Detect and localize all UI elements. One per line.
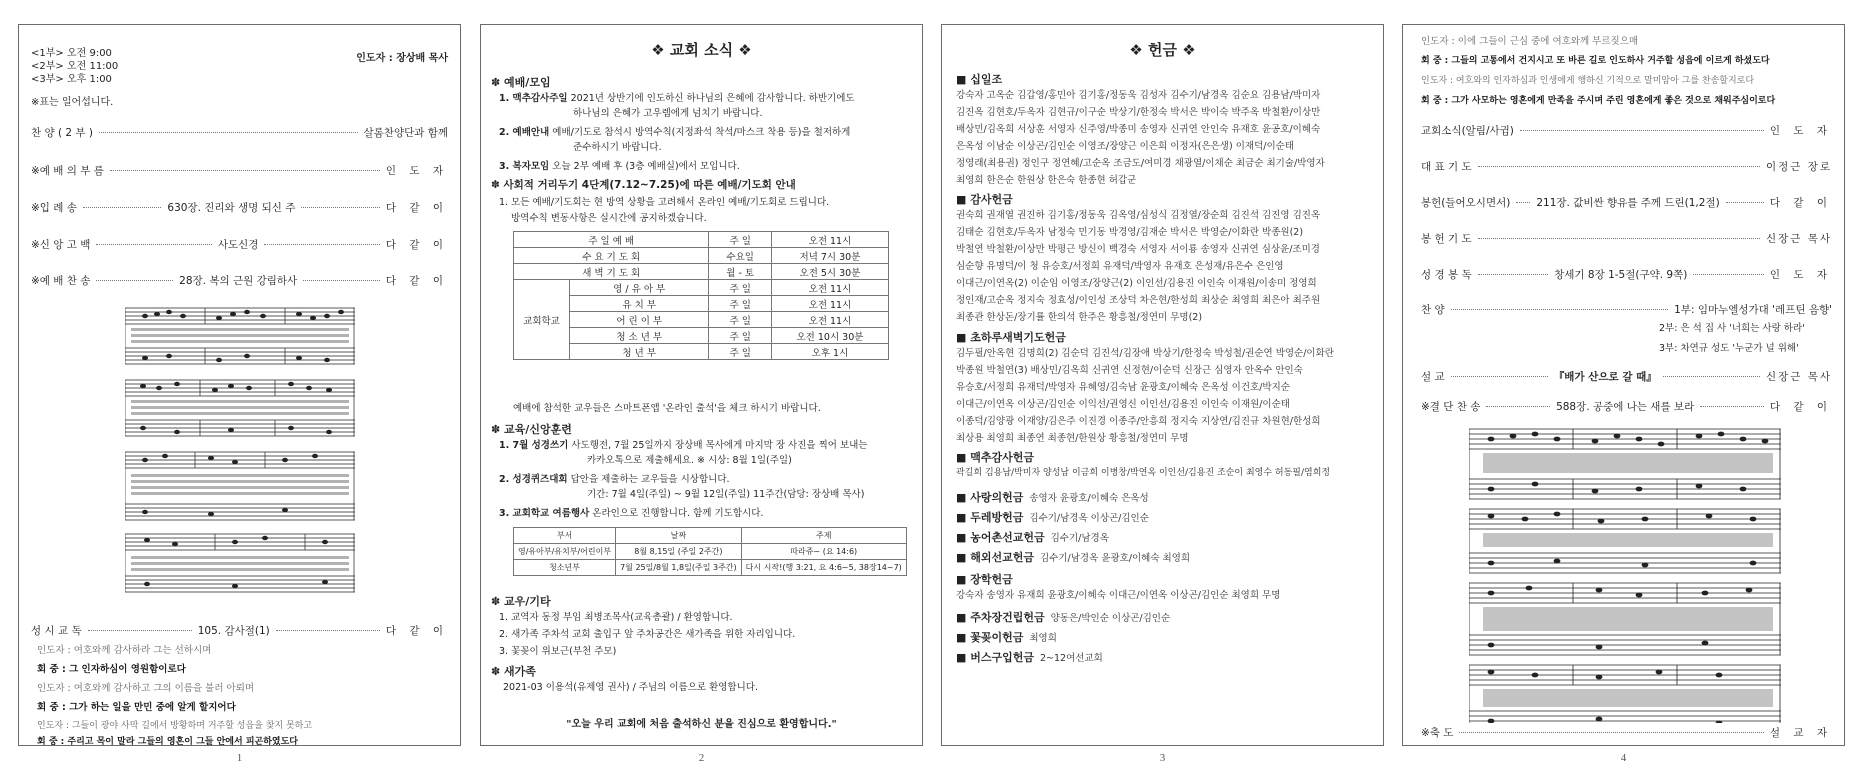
reading-line-leader: 인도자 : 여호와께 감사하고 그의 이름을 불러 아뢰며	[37, 683, 255, 694]
order-row-prayer	[1421, 159, 1832, 174]
barley-thanks-offering-names: 곽길희 김용남/박미자 양성남 이금희 이병창/박연옥 이인선/김용진 조순이 최영수 허동필/염희정	[956, 468, 1331, 478]
standing-note: ※표는 일어섭니다.	[31, 97, 114, 108]
barley-thanks-offering-heading: ■ 맥추감사헌금	[956, 451, 1034, 464]
choir-3rd-service: 3부: 차연규 성도 '누군가 널 위해'	[1659, 343, 1799, 354]
school-label: 교회학교	[514, 280, 570, 360]
church-news-title: ❖ 교회 소식 ❖	[651, 41, 752, 59]
order-row-scripture	[1421, 267, 1832, 282]
order-row-praise	[31, 125, 448, 140]
table-row: 청 년 부 주 일 오후 1시	[514, 344, 889, 360]
offering-line: ■ 주차장건립헌금 양동은/박인순 이상곤/김인순	[956, 611, 1171, 624]
section-distancing: ✽ 사회적 거리두기 4단계(7.12~7.25)에 따른 예배/기도회 안내	[491, 179, 796, 191]
order-who: 다 같 이	[385, 239, 449, 251]
table-row: 어 린 이 부 주 일 오전 11시	[514, 312, 889, 328]
reading-line-congregation: 회 중 : 그가 사모하는 영혼에게 만족을 주시며 주린 영혼에게 좋은 것으로 채워주심이로다	[1421, 96, 1776, 106]
order-content: 630장. 진리와 생명 되신 주	[167, 202, 296, 214]
section-education: ✽ 교육/신앙훈련	[491, 423, 572, 436]
order-who: 다 같 이	[385, 202, 449, 214]
order-label: ※결 단 찬 송	[1421, 401, 1481, 413]
dawn-prayer-offering-heading: ■ 초하루새벽기도헌금	[956, 331, 1066, 344]
thanks-offering-heading: ■ 감사헌금	[956, 193, 1013, 206]
offering-line: ■ 버스구입헌금 2~12여선교회	[956, 651, 1103, 664]
news-item-cont: 하나님의 은혜가 고우렘에게 넘치기 바랍니다.	[573, 108, 763, 119]
order-row-hymn	[31, 273, 448, 288]
bulletin-page-1	[18, 24, 461, 746]
order-label: 교회소식(알림/사귐)	[1421, 125, 1514, 137]
order-who: 다 같 이	[385, 625, 449, 637]
bulletin-page-3	[941, 24, 1384, 746]
worship-leader: 인도자 : 장상배 목사	[356, 53, 448, 64]
scholarship-offering-heading: ■ 장학헌금	[956, 573, 1013, 586]
news-item: 2. 새가족 주차석 교회 출입구 앞 주차공간은 새가족을 위한 자리입니다.	[499, 629, 796, 640]
order-row-sermon	[1421, 369, 1832, 384]
order-label: 설 교	[1421, 371, 1445, 383]
news-item: 1. 7월 성경쓰기 사도행전, 7월 25일까지 장상배 목사에게 마지막 장 사진을 찍어 보내는	[499, 440, 868, 451]
order-row-offering-prayer	[1421, 231, 1832, 246]
order-label: 찬 양 ( 2 부 )	[31, 127, 93, 139]
page-number: 4	[1620, 752, 1627, 764]
scholarship-offering-names: 강숙자 송영자 유재희 윤광호/이혜숙 이대근/이연옥 이상곤/김인순 최영희 무명	[956, 590, 1281, 601]
order-who: 이정근 장로	[1765, 161, 1832, 173]
order-row-entrance-hymn	[31, 200, 448, 215]
table-row: 교회학교 영 / 유 아 부 주 일 오전 11시	[514, 280, 889, 296]
order-label: 봉헌(들어오시면서)	[1421, 197, 1511, 209]
sermon-title: 『배가 산으로 갈 때』	[1553, 371, 1657, 383]
section-new-family: ✽ 새가족	[491, 665, 536, 678]
order-content: 28장. 복의 근원 강림하사	[179, 275, 298, 287]
reading-line-congregation: 회 중 : 주리고 목이 말라 그들의 영혼이 그들 안에서 피곤하였도다	[37, 737, 298, 746]
order-who: 다 같 이	[1769, 401, 1833, 413]
news-item-cont: 카카오톡으로 제출해세요. ※ 시상: 8월 1일(주일)	[587, 455, 792, 466]
order-row-benediction	[1421, 725, 1832, 740]
page-number: 1	[236, 752, 243, 764]
order-content: 창세기 8장 1-5절(구약. 9쪽)	[1554, 269, 1688, 281]
page-number: 2	[698, 752, 705, 764]
reading-line-leader: 인도자 : 그들이 광야 사막 길에서 방황하며 거주할 성읍을 찾지 못하고	[37, 721, 313, 731]
order-row-call	[31, 163, 448, 178]
news-item-cont: 방역수칙 변동사항은 실시간에 공지하겠습니다.	[511, 213, 707, 224]
table-row: 유 치 부 주 일 오전 11시	[514, 296, 889, 312]
service-times	[31, 47, 118, 86]
bulletin-page-2	[480, 24, 923, 746]
table-row: 부서 날짜 주제	[514, 528, 907, 544]
order-content: 211장. 값비싼 향유를 주께 드린(1,2절)	[1536, 197, 1720, 209]
table-row: 새 벽 기 도 회 월 - 토 오전 5시 30분	[514, 264, 889, 280]
offering-line: ■ 두레방헌금 김수기/남경옥 이상곤/김인순	[956, 511, 1149, 524]
order-label: ※입 례 송	[31, 202, 77, 214]
reading-line-leader: 인도자 : 여호와의 인자하심과 인생에게 행하신 기적으로 말미암아 그를 찬송할지로다	[1421, 76, 1755, 86]
news-item: 1. 맥추감사주일 2021년 상반기에 인도하신 하나님의 은혜에 감사합니다. 하반기에도	[499, 93, 855, 104]
summer-event-table	[513, 527, 907, 576]
reading-line-leader: 인도자 : 이에 그들이 근심 중에 여호와께 부르짖으매	[1421, 36, 1639, 47]
order-content: 588장. 공중에 나는 새를 보라	[1556, 401, 1695, 413]
news-item: 3. 꽃꽂이 위보근(부천 주모)	[499, 646, 617, 657]
order-row-choir	[1421, 302, 1832, 317]
online-attendance-note: 예배에 참석한 교우들은 스마트폰앱 '온라인 출석'을 체크 하시기 바랍니다.	[513, 403, 821, 414]
tithe-heading: ■ 십일조	[956, 73, 1003, 86]
order-label: 찬 양	[1421, 304, 1445, 316]
service-time-1: <1부> 오전 9:00	[31, 48, 112, 59]
order-row-creed	[31, 237, 448, 252]
order-label: 성 경 봉 독	[1421, 269, 1472, 281]
order-who: 다 같 이	[1769, 197, 1832, 209]
offering-line: ■ 농어촌선교헌금 김수기/남경옥	[956, 531, 1109, 544]
order-label: ※축 도	[1421, 727, 1454, 739]
section-members: ✽ 교우/기타	[491, 595, 551, 608]
order-label: 성 시 교 독	[31, 625, 82, 637]
offering-line: ■ 꽃꽂이헌금 최영희	[956, 631, 1057, 644]
order-label: ※예 배 의 부 름	[31, 165, 104, 177]
reading-line-congregation: 회 중 : 그 인자하심이 영원함이로다	[37, 664, 186, 675]
thanks-offering-names: 권숙희 권재열 권진하 김기홍/정동욱 김옥영/심성식 김정열/장순희 김진석 김진영 김진옥 김태순 김현호/두옥자 남정숙 민기동 박경영/김재순 박서은 박영순/이화란 박종원(2) 박철연 박철환/이상만 박평근 방신이 백경숙 서영자 서이룡 송영자 신귀연 심상윤/조미경 심순향 유명덕/이 청 유승호/서정희 유재덕/박영자 유재호 은성재/유은수 은인영 이대근/이연옥(2) 이순임 이영조/장양근(2) 이인선/김용진 이인숙 이재원/이송미 정영희 정인재/고순옥 정지숙 정효성/이인성 조상덕 차은현/한성희 최상순 최영희 최은아 최주원 최종관 한상돈/장기률 한의석 한주은 황흥철/정연미 무명(2)	[956, 210, 1321, 323]
order-label: 봉 헌 기 도	[1421, 233, 1472, 245]
order-who: 설 교 자	[1769, 727, 1832, 739]
news-item: 1. 모든 예배/기도회는 현 방역 상황을 고려해서 온라인 예배/기도회로 드립니다.	[499, 197, 830, 208]
dawn-prayer-offering-names: 김두필/안옥현 김명희(2) 김순덕 김진석/김장애 박상기/한정숙 박성철/권순연 박영순/이화란 박종원 박철연(3) 배상민/김옥희 신귀연 신정현/이순덕 신장근 심영자 안옥수 안인숙 유승호/서정희 유재덕/박영자 유혜영/김숙남 윤광호/이혜숙 은옥성 이건호/박지순 이대근/이연옥 이상곤/김인순 이익선/권영신 이인선/김용진 이인숙 이재원/이순태 이종덕/김양광 이재양/김은주 이진경 이종주/안흥희 정지숙 지상연/김진규 차원현/한성희 최상용 최영희 최종연 최종현/한원상 황흥철/정연미 무명	[956, 348, 1334, 444]
offering-line: ■ 해외선교헌금 김수기/남경옥 윤광호/이혜숙 최영희	[956, 551, 1191, 564]
order-who: 살롬찬양단과 함께	[363, 127, 448, 139]
bulletin-page-4	[1402, 24, 1845, 746]
order-who: 인 도 자	[1769, 269, 1832, 281]
service-time-3: <3부> 오후 1:00	[31, 74, 112, 85]
news-item: 2. 성경퀴즈대회 답안을 제출하는 교우들을 시상합니다.	[499, 474, 730, 485]
order-row-responsive-reading	[31, 623, 448, 638]
offering-title: ❖ 헌금 ❖	[1129, 41, 1196, 59]
news-item-cont: 준수하시기 바랍니다.	[573, 142, 662, 153]
news-item: 2. 예배안내 예배/기도로 참석시 방역수칙(지정좌석 착석/마스크 착용 등)을 철저하게	[499, 127, 851, 138]
service-time-2: <2부> 오전 11:00	[31, 61, 119, 72]
order-who: 신장근 목사	[1765, 371, 1832, 383]
order-content: 사도신경	[217, 239, 259, 251]
worship-schedule-table	[513, 231, 889, 360]
order-label: ※예 배 찬 송	[31, 275, 91, 287]
order-who: 다 같 이	[385, 275, 448, 287]
news-item-cont: 기간: 7월 4일(주일) ~ 9월 12일(주일) 11주간(담당: 장상배 목사)	[587, 489, 865, 500]
order-label: ※신 앙 고 백	[31, 239, 91, 251]
order-row-news	[1421, 123, 1832, 138]
news-item: 3. 교회학교 여름행사 온라인으로 진행합니다. 함께 기도합시다.	[499, 508, 764, 519]
table-row: 청소년부 7월 25일/8월 1,8일(주일 3주간) 다시 시작!(행 3:21, 요 4:6~5, 38장14~7)	[514, 560, 907, 576]
news-item: 1. 교역자 동정 부임 최병조목사(교육총괄) / 환영합니다.	[499, 612, 733, 623]
table-row: 청 소 년 부 주 일 오전 10시 30분	[514, 328, 889, 344]
choir-2nd-service: 2부: 은 석 집 사 '너희는 사랑 하라'	[1659, 323, 1805, 334]
order-row-commitment-hymn	[1421, 399, 1832, 414]
table-row: 영/유아부/유치부/어린이부 8월 8,15일 (주일 2주간) 따라쥬~ (요 14:6)	[514, 544, 907, 560]
table-row: 수 요 기 도 회 수요일 저녁 7시 30분	[514, 248, 889, 264]
order-who: 인 도 자	[1769, 125, 1832, 137]
table-row: 주 일 예 배 주 일 오전 11시	[514, 232, 889, 248]
reading-line-congregation: 회 중 : 그가 하는 일을 만민 중에 알게 할지어다	[37, 702, 236, 713]
order-content: 1부: 임마누엘성가대 '레프틴 음향'	[1674, 304, 1832, 316]
page-number: 3	[1159, 752, 1166, 764]
hymn-28-sheet-music	[125, 300, 355, 600]
section-worship: ✽ 예배/모임	[491, 76, 551, 89]
order-who: 신장근 목사	[1765, 233, 1832, 245]
new-family-entry: 2021-03 이용석(유제영 권사) / 주님의 이름으로 환영합니다.	[503, 682, 758, 693]
hymn-588-sheet-music	[1469, 423, 1781, 723]
tithe-names: 강숙자 고옥순 김갑영/홍민아 김기홍/정동욱 김성자 김수기/남경옥 김순요 김용남/박미자 김진옥 김현호/두옥자 김현규/이구순 박상기/한정숙 박서은 박이숙 박주옥 박철환/이상만 배상민/김옥희 서상훈 서영자 신주영/박종미 송영자 신귀연 안인숙 유재호 윤공호/이혜숙 은옥성 이남순 이상곤/김인순 이영조/장양근 이은희 이정자(은은생) 이재덕/이순태 정영래(최용권) 정인구 정연혜/고순옥 조금도/여미경 채광열/이채순 최금순 최기술/박영자 최영희 한은순 한원상 한은숙 한종현 허갑군	[956, 90, 1325, 186]
offering-line: ■ 사랑의헌금 송영자 윤광호/이혜숙 은옥성	[956, 491, 1149, 504]
reading-line-leader: 인도자 : 여호와께 감사하라 그는 선하시며	[37, 645, 212, 656]
welcome-message: "오늘 우리 교회에 처음 출석하신 분을 진심으로 환영합니다."	[566, 719, 837, 730]
order-row-offering	[1421, 195, 1832, 210]
news-item: 3. 복자모임 오늘 2부 예배 후 (3층 예배실)에서 모입니다.	[499, 161, 740, 172]
order-label: 대 표 기 도	[1421, 161, 1472, 173]
reading-line-congregation: 회 중 : 그들의 고통에서 건지시고 또 바른 길로 인도하사 거주할 성읍에 이르게 하셨도다	[1421, 56, 1770, 66]
order-content: 105. 감사절(1)	[197, 625, 270, 637]
order-who: 인 도 자	[385, 165, 448, 177]
